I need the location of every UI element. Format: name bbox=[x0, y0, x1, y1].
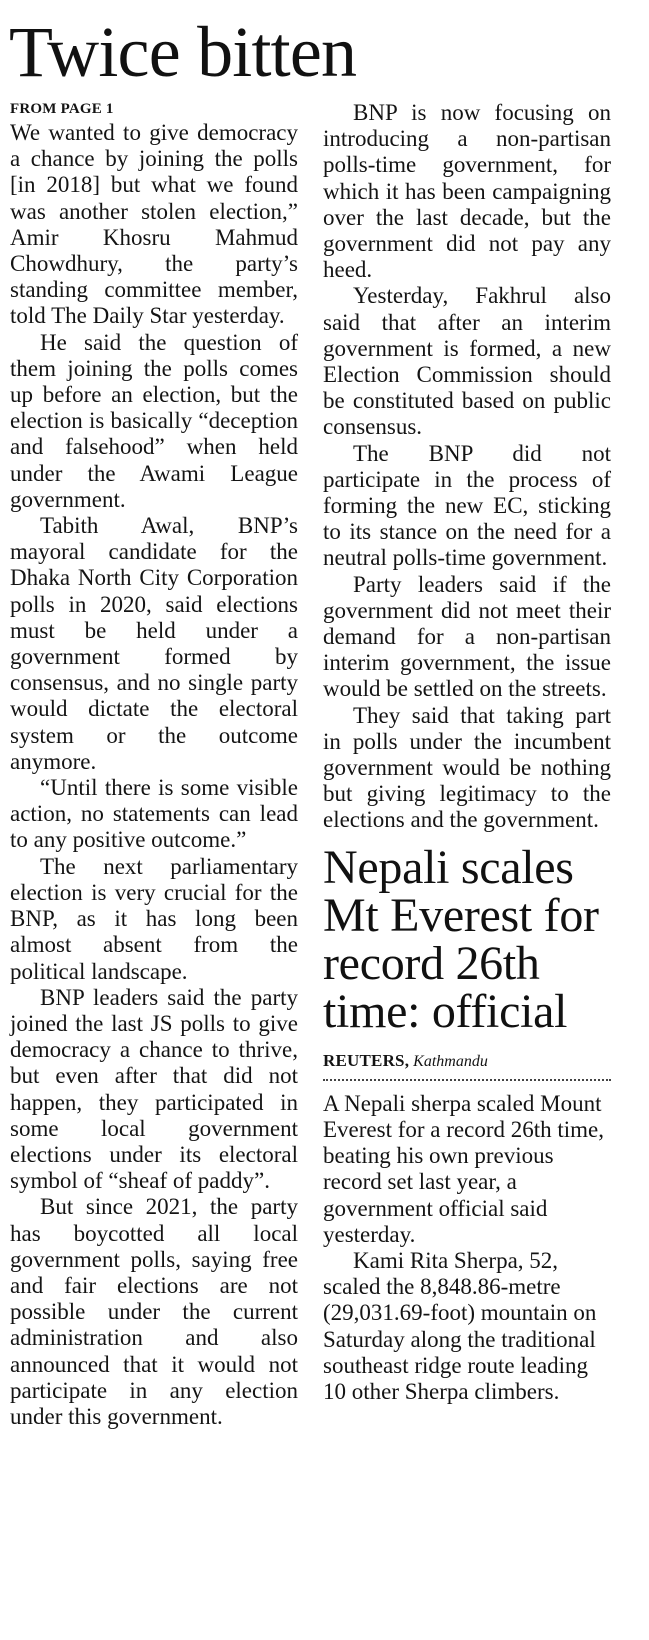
paragraph: We wanted to give democracy a chance by joining the polls [in 2018] but what we found was another stolen election,” Amir Khosru Mahmud Chowdhury, the party’s standing committee member, told The Daily Star yesterday. bbox=[10, 120, 298, 329]
paragraph: The next parliamentary election is very crucial for the BNP, as it has long been almost absent from the political landscape. bbox=[10, 853, 298, 984]
paragraph: The BNP did not participate in the process of forming the new EC, sticking to its stance on the need for a neutral polls-time government. bbox=[323, 440, 611, 571]
jump-label: FROM PAGE 1 bbox=[10, 101, 114, 117]
dotted-rule bbox=[323, 1079, 611, 1081]
byline-agency: REUTERS, bbox=[323, 1050, 410, 1070]
article-nepali-everest bbox=[323, 840, 611, 1405]
paragraph: BNP is now focusing on introducing a non-partisan polls-time government, for which it has been campaigning over the last decade, but the government did not pay any heed. bbox=[323, 100, 611, 283]
main-headline: Twice bitten bbox=[9, 12, 357, 92]
paragraph: Yesterday, Fakhrul also said that after an interim government is formed, a new Election Commission should be constituted based on public consensus. bbox=[323, 283, 611, 440]
right-column bbox=[323, 100, 611, 1405]
left-column bbox=[10, 120, 298, 1430]
paragraph: Kami Rita Sherpa, 52, scaled the 8,848.86-metre (29,031.69-foot) mountain on Saturday along the traditional southeast ridge route leading 10 other Sherpa climbers. bbox=[323, 1247, 597, 1404]
secondary-body bbox=[323, 1091, 611, 1405]
paragraph: A Nepali sherpa scaled Mount Everest for a record 26th time, beating his own previous record set last year, a government official said yesterday. bbox=[323, 1090, 604, 1247]
secondary-headline: Nepali scales Mt Everest for record 26th time: official bbox=[323, 840, 599, 1038]
paragraph: Party leaders said if the government did not meet their demand for a non-partisan interim government, the issue would be settled on the streets. bbox=[323, 571, 611, 702]
byline bbox=[323, 1050, 611, 1073]
paragraph: BNP leaders said the party joined the last JS polls to give democracy a chance to thrive, but even after that did not happen, they participated in some local government elections under its electoral symbol of “sheaf of paddy”. bbox=[10, 984, 298, 1194]
paragraph: He said the question of them joining the polls comes up before an election, but the election is basically “deception and falsehood” when held under the Awami League government. bbox=[10, 329, 298, 512]
paragraph: They said that taking part in polls under the incumbent government would be nothing but giving legitimacy to the elections and the government. bbox=[323, 702, 611, 833]
paragraph: But since 2021, the party has boycotted all local government polls, saying free and fair elections are not possible under the current administration and also announced that it would not participate in any election under this government. bbox=[10, 1194, 298, 1429]
paragraph: Tabith Awal, BNP’s mayoral candidate for the Dhaka North City Corporation polls in 2020, said elections must be held under a government formed by consensus, and no single party would dictate the electoral system or the outcome anymore. bbox=[10, 513, 298, 774]
byline-dateline: Kathmandu bbox=[413, 1052, 488, 1070]
paragraph: “Until there is some visible action, no statements can lead to any positive outcome.” bbox=[10, 775, 298, 853]
